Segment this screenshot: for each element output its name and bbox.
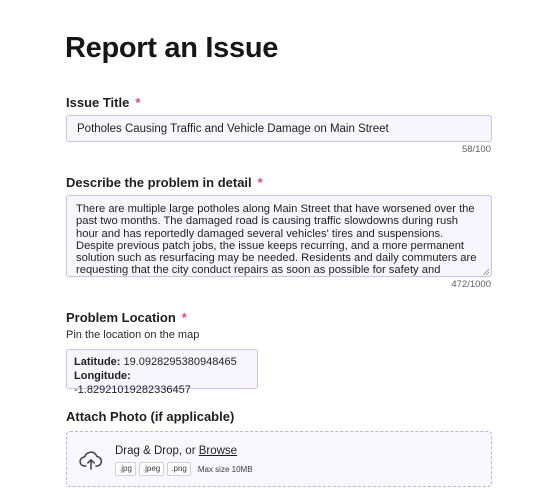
description-label-text: Describe the problem in detail [66, 175, 252, 190]
issue-title-input[interactable] [66, 115, 492, 142]
drop-instructions [115, 445, 237, 457]
coordinates-box [66, 349, 258, 396]
page-title: Report an Issue [65, 32, 279, 64]
issue-title-char-counter: 58/100 [461, 144, 491, 155]
latitude-value: 19.0928295380948465 [123, 356, 237, 368]
description-label [66, 175, 263, 190]
required-asterisk: * [181, 310, 187, 325]
cloud-upload-icon [79, 449, 103, 471]
longitude-row [74, 369, 250, 397]
max-size-text: Max size 10MB [197, 464, 253, 474]
photo-label: Attach Photo (if applicable) [66, 409, 235, 424]
location-label [66, 310, 187, 325]
file-type-badge: .jpg [115, 462, 136, 476]
issue-title-label [66, 95, 140, 110]
location-helper-text: Pin the location on the map [66, 329, 200, 341]
file-type-list [115, 462, 253, 476]
drop-text: Drag & Drop, or [115, 445, 199, 457]
longitude-value: -1.82921019282336457 [74, 384, 191, 396]
latitude-label: Latitude: [74, 356, 121, 368]
description-textarea[interactable] [66, 195, 492, 277]
photo-dropzone[interactable] [66, 431, 492, 487]
longitude-label: Longitude: [74, 370, 131, 382]
location-label-text: Problem Location [66, 310, 176, 325]
issue-title-label-text: Issue Title [66, 95, 130, 110]
browse-link[interactable]: Browse [198, 445, 238, 457]
required-asterisk: * [135, 95, 141, 110]
required-asterisk: * [257, 175, 263, 190]
description-char-counter: 472/1000 [451, 279, 491, 290]
file-type-badge: .png [167, 462, 191, 476]
file-type-badge: .jpeg [139, 462, 164, 476]
latitude-row [74, 355, 250, 369]
resize-grip-icon[interactable] [482, 268, 490, 276]
